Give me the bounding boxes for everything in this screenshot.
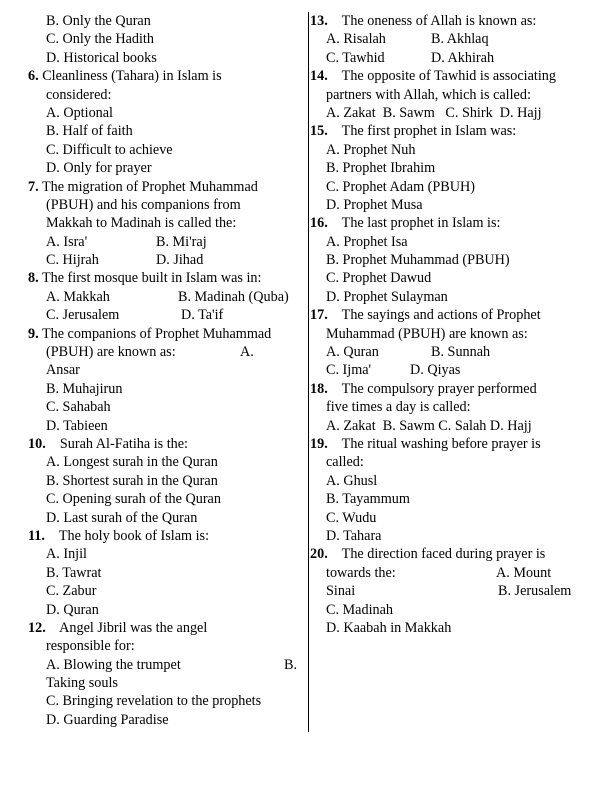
q20-option-a-cont: Sinai [326,583,356,600]
q15-option-a: A. Prophet Nuh [326,141,416,158]
q7-text: The migration of Prophet Muhammad [41,178,258,195]
q17-number: 17. [310,307,328,324]
q14-stem [310,67,600,85]
q6-number: 6. [28,68,39,85]
left-column [28,12,306,729]
q12-option-a: A. Blowing the trumpet [46,656,181,673]
q20-option-a-b [310,582,600,600]
q14-stem-cont: partners with Allah, which is called: [326,86,531,103]
q13-number: 13. [310,13,328,29]
q13-stem [310,12,600,30]
q17-options-ab [310,343,600,361]
q16-option-c: C. Prophet Dawud [326,270,432,287]
q15-option-c: C. Prophet Adam (PBUH) [326,178,475,195]
column-divider [308,12,309,732]
q20-number: 20. [310,546,328,563]
q16-stem [310,214,600,232]
q17-option-c: C. Ijma' [326,362,372,379]
q18-text: The compulsory prayer performed [341,380,537,397]
q12-option-b: Taking souls [46,675,118,692]
q15-stem [310,122,600,140]
q5-option-b: B. Only the Quran [46,13,151,29]
q19-text: The ritual washing before prayer is [341,435,541,452]
q14-number: 14. [310,68,328,85]
q20-option-d: D. Kaabah in Makkah [326,619,452,636]
q9-text: The companions of Prophet Muhammad [41,325,272,342]
q15-option-b: B. Prophet Ibrahim [326,160,436,177]
q9-number: 9. [28,325,39,342]
q19-number: 19. [310,435,328,452]
q8-option-b: B. Madinah (Quba) [178,288,289,305]
q15-number: 15. [310,123,328,140]
q9-stem [28,325,306,343]
q7-stem-cont2: Makkah to Madinah is called the: [46,215,237,232]
q11-option-a: A. Injil [46,546,87,563]
q16-option-a: A. Prophet Isa [326,233,408,250]
q19-stem [310,435,600,453]
q6-option-d: D. Only for prayer [46,160,152,177]
q7-options-ab [28,233,306,251]
q11-option-d: D. Quran [46,601,99,618]
q17-stem-cont: Muhammad (PBUH) are known as: [326,325,528,342]
q13-text: The oneness of Allah is known as: [341,13,537,29]
q7-options-cd [28,251,306,269]
q10-option-c: C. Opening surah of the Quran [46,491,221,508]
q16-number: 16. [310,215,328,232]
q7-stem-cont: (PBUH) and his companions from [46,196,241,213]
q10-option-d: D. Last surah of the Quran [46,509,198,526]
q11-text: The holy book of Islam is: [58,527,210,544]
q19-option-d: D. Tahara [326,527,382,544]
q14-options: A. Zakat B. Sawm C. Shirk D. Hajj [326,104,542,121]
q13-option-d: D. Akhirah [431,49,495,66]
q13-option-c: C. Tawhid [326,49,385,66]
q12-number: 12. [28,619,46,636]
q7-option-c: C. Hijrah [46,252,99,269]
q20-text: The direction faced during prayer is [341,546,546,563]
q10-number: 10. [28,435,46,452]
q12-option-c: C. Bringing revelation to the prophets [46,693,262,710]
q9-stem-cont [28,343,306,361]
q7-number: 7. [28,178,39,195]
q19-option-b: B. Tayammum [326,491,410,508]
q20-text-cont: towards the: [326,564,396,581]
q8-option-a: A. Makkah [46,288,110,305]
q12-option-b-label: B. [284,656,298,673]
q12-text: Angel Jibril was the angel [59,619,208,636]
q10-text: Surah Al-Fatiha is the: [59,435,188,452]
q6-stem [28,67,306,85]
q8-text: The first mosque built in Islam was in: [41,270,262,287]
q9-option-a-label: A. [240,344,254,361]
q7-option-b: B. Mi'raj [156,233,207,250]
q19-stem-cont: called: [326,454,364,471]
q8-options-cd [28,306,306,324]
q7-stem [28,178,306,196]
q20-option-a: A. Mount [496,564,552,581]
q14-text: The opposite of Tawhid is associating [341,68,556,85]
q17-option-a: A. Quran [326,344,379,361]
q13-options-cd [310,49,600,67]
q12-options-ab [28,656,306,674]
q6-option-c: C. Difficult to achieve [46,141,173,158]
q6-option-b: B. Half of faith [46,123,133,140]
q19-option-a: A. Ghusl [326,472,378,489]
q17-text: The sayings and actions of Prophet [341,307,541,324]
q8-options-ab [28,288,306,306]
q13-options-ab [310,30,600,48]
q10-option-a: A. Longest surah in the Quran [46,454,218,471]
q20-stem-cont [310,564,600,582]
q5-option-c: C. Only the Hadith [46,31,154,48]
q10-stem [28,435,306,453]
q6-option-a: A. Optional [46,104,113,121]
q5-option-d: D. Historical books [46,49,157,66]
q8-option-d: D. Ta'if [181,307,224,324]
q12-stem-cont: responsible for: [46,638,135,655]
q16-text: The last prophet in Islam is: [341,215,501,232]
q15-option-d: D. Prophet Musa [326,196,423,213]
q9-option-d: D. Tabieen [46,417,108,434]
q9-option-a: Ansar [46,362,80,379]
q17-stem [310,306,600,324]
q11-option-c: C. Zabur [46,583,97,600]
q18-stem [310,380,600,398]
q13-option-b: B. Akhlaq [431,31,489,48]
q18-stem-cont: five times a day is called: [326,399,471,416]
q17-option-d: D. Qiyas [410,362,461,379]
q9-option-c: C. Sahabah [46,399,111,416]
q8-stem [28,269,306,287]
q10-option-b: B. Shortest surah in the Quran [46,472,218,489]
q6-stem-cont: considered: [46,86,112,103]
q13-option-a: A. Risalah [326,31,386,48]
q9-text-cont: (PBUH) are known as: [46,344,176,361]
q20-option-b: B. Jerusalem [498,583,572,600]
q15-text: The first prophet in Islam was: [341,123,517,140]
q11-number: 11. [28,527,45,544]
q8-option-c: C. Jerusalem [46,307,120,324]
q7-option-d: D. Jihad [156,252,204,269]
q18-number: 18. [310,380,328,397]
q18-options: A. Zakat B. Sawm C. Salah D. Hajj [326,417,532,434]
right-column [310,12,600,637]
q11-stem [28,527,306,545]
q16-option-b: B. Prophet Muhammad (PBUH) [326,252,510,269]
q8-number: 8. [28,270,39,287]
q9-option-b: B. Muhajirun [46,380,123,397]
q12-stem [28,619,306,637]
q20-option-c: C. Madinah [326,601,393,618]
q16-option-d: D. Prophet Sulayman [326,288,448,305]
q7-option-a: A. Isra' [46,233,88,250]
q19-option-c: C. Wudu [326,509,377,526]
q6-text: Cleanliness (Tahara) in Islam is [42,68,222,85]
q17-options-cd [310,361,600,379]
q17-option-b: B. Sunnah [431,344,491,361]
q12-option-d: D. Guarding Paradise [46,711,169,728]
q11-option-b: B. Tawrat [46,564,102,581]
q20-stem [310,545,600,563]
